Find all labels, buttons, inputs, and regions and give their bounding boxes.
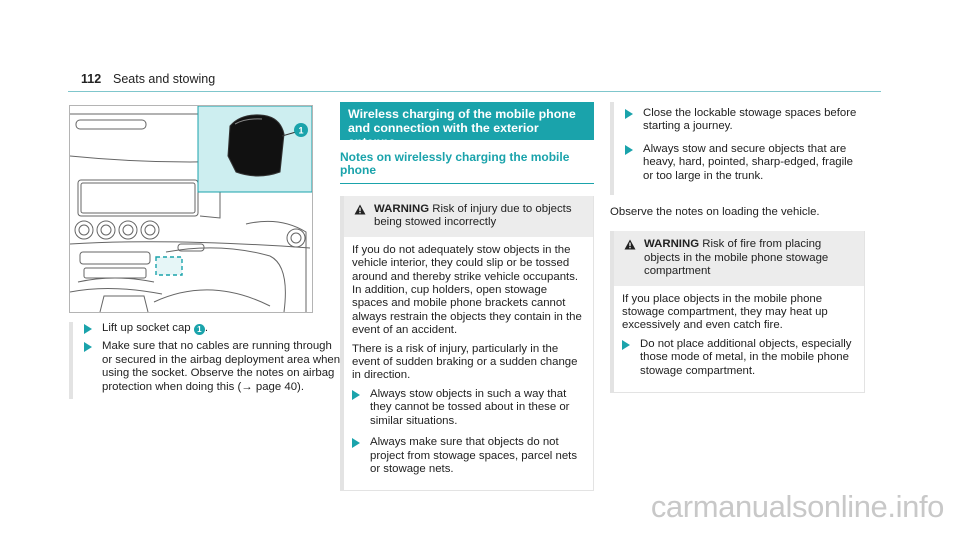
warning-label: WARNING [374,203,430,215]
page-number: 112 [81,72,102,86]
step-lift-socket-cap [84,322,342,335]
warning-header [344,196,593,237]
step-text: Always make sure that objects do not project from stowage spaces, parcel nets or stowage nets. [370,436,578,475]
dashboard-illustration [69,105,313,313]
right-instructions [610,102,865,195]
step-arrow-icon [352,390,360,400]
warning-step [352,388,585,428]
warning-step [622,338,856,378]
step-arrow-icon [352,438,360,448]
warning-triangle-icon [354,204,366,215]
warning-label: WARNING [644,238,700,251]
warning-step [352,436,585,476]
watermark: carmanualsonline.info [650,489,944,524]
step-text: Make sure that no cables are running through or secured in the airbag deployment area when using the socket. Observe the notes on airbag protection when doing this (→ page 40). [102,340,341,393]
step-arrow-icon [84,324,92,334]
callout-1-badge: 1 [194,324,205,335]
left-instructions [69,322,342,399]
step-text-end: . [204,322,208,334]
right-column [610,102,865,393]
warning-box-injury [340,196,594,491]
step-secure-objects [625,143,865,183]
step-check-cables [84,340,342,394]
warning-header [614,231,864,285]
callout-1-label: 1 [298,125,304,136]
step-text: Always stow objects in such a way that they cannot be tossed about in these or similar situations. [370,387,570,427]
warning-title: Risk of injury due to objects being stowed incorrectly [374,203,572,229]
section-banner: Wireless charging of the mobile phone and connection with the exterior antenna [340,102,594,140]
warning-paragraph: If you do not adequately stow objects in the vehicle interior, they could slip or be tossed around and thereby strike vehicle occupants. In addition, cup holders, open stowage spaces and mobile phone brackets cannot always restrain the objects they contain in the event of an accident. [352,243,582,337]
step-text: Always stow and secure objects that are heavy, hard, pointed, sharp-edged, fragile or too large in the trunk. [643,142,854,182]
page-header [68,69,881,92]
warning-box-fire [610,231,865,393]
step-arrow-icon [625,109,633,119]
step-text: Do not place additional objects, especially those mode of metal, in the mobile phone stowage compartment. [640,337,852,377]
warning-paragraph: If you place objects in the mobile phone stowage compartment, they may heat up excessively and even catch fire. [622,292,828,332]
subheading: Notes on wirelessly charging the mobile phone [340,151,594,184]
warning-body [344,237,593,491]
step-arrow-icon [622,340,630,350]
dashboard-drawing [70,106,312,312]
step-close-stowage [625,107,865,134]
step-text: Close the lockable stowage spaces before starting a journey. [643,107,857,133]
step-arrow-icon [625,145,633,155]
section-title: Seats and stowing [113,72,216,86]
warning-triangle-icon [624,239,636,250]
warning-title: Risk of fire from placing objects in the mobile phone stowage compartment [644,238,829,278]
step-text: Lift up socket cap [102,322,194,334]
step-arrow-icon [84,342,92,352]
middle-column [340,102,594,475]
warning-body [614,286,864,392]
warning-paragraph: There is a risk of injury, particularly in the event of sudden braking or a sudden change in direction. [352,342,578,382]
observe-note: Observe the notes on loading the vehicle. [610,206,820,219]
